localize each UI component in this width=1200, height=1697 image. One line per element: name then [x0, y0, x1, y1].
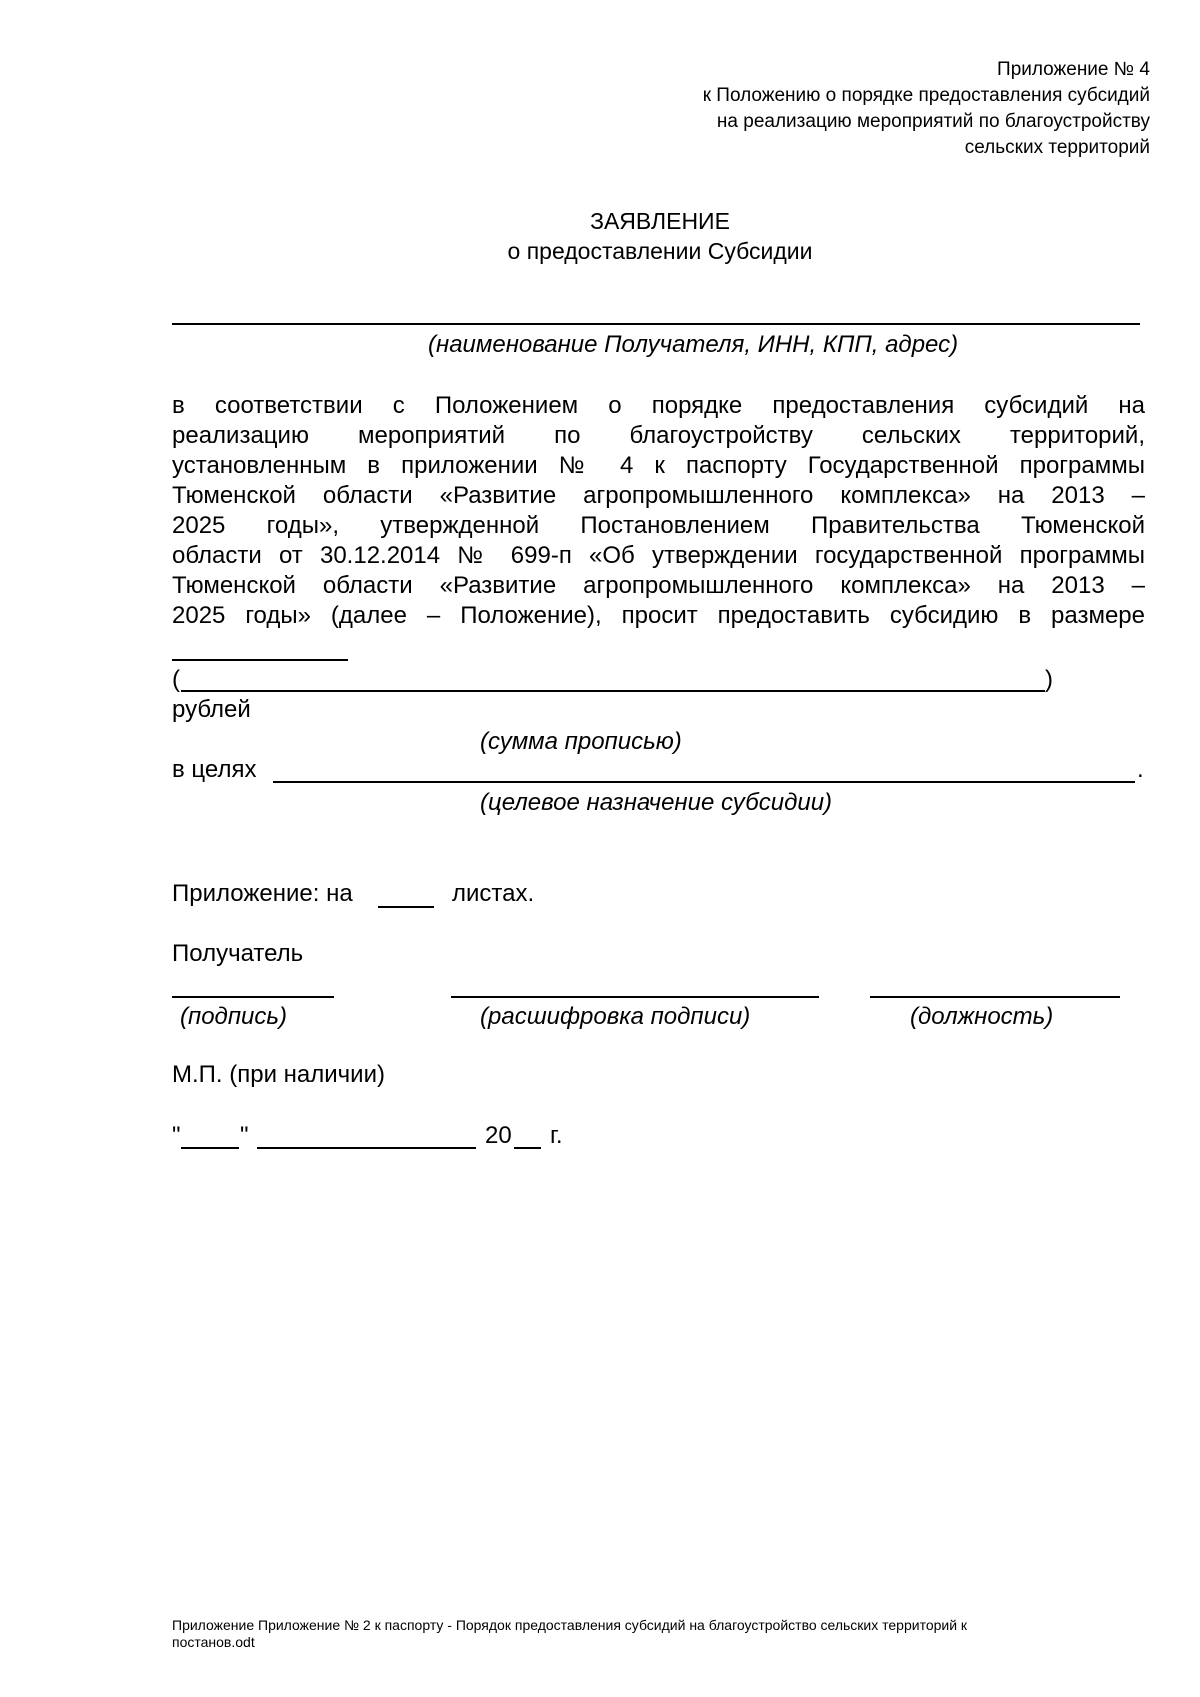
date-close-quote: ": [240, 1122, 249, 1149]
position-hint: (должность): [910, 1003, 1054, 1030]
purpose-blank[interactable]: [273, 781, 1135, 783]
paragraph-line: области от 30.12.2014 № 699-п «Об утверждении государственной программы: [172, 542, 1145, 569]
position-blank[interactable]: [870, 996, 1120, 998]
purpose-end-dot: .: [1137, 756, 1144, 783]
paragraph-line: в соответствии с Положением о порядке предоставления субсидий на: [172, 392, 1145, 419]
signature-decode-blank[interactable]: [451, 996, 819, 998]
date-day-blank[interactable]: [181, 1147, 239, 1149]
date-month-blank[interactable]: [257, 1147, 476, 1149]
paragraph-line: 2025 годы», утвержденной Постановлением Правительства Тюменской: [172, 512, 1145, 539]
recipient-hint: (наименование Получателя, ИНН, КПП, адрес): [428, 331, 959, 358]
attachment-sheets-blank[interactable]: [378, 906, 434, 908]
document-title: ЗАЯВЛЕНИЕ: [590, 208, 730, 234]
paragraph-line: реализацию мероприятий по благоустройству сельских территорий,: [172, 422, 1145, 449]
date-year-blank[interactable]: [514, 1147, 541, 1149]
document-subtitle: о предоставлении Субсидии: [507, 238, 813, 264]
date-year-prefix: 20: [485, 1122, 512, 1149]
footer-filename-line-2: постанов.odt: [172, 1634, 255, 1650]
paragraph-line: установленным в приложении № 4 к паспорту Государственной программы: [172, 452, 1145, 479]
paragraph-line: Тюменской области «Развитие агропромышленного комплекса» на 2013 –: [172, 482, 1145, 509]
date-year-suffix: г.: [550, 1122, 563, 1149]
currency-label: рублей: [172, 696, 251, 723]
stamp-label: М.П. (при наличии): [172, 1061, 385, 1088]
recipient-underline: [172, 323, 1140, 325]
paragraph-line: Тюменской области «Развитие агропромышленного комплекса» на 2013 –: [172, 572, 1145, 599]
date-open-quote: ": [172, 1122, 181, 1149]
appendix-ref-line-1: к Положению о порядке предоставления субсидий: [702, 85, 1150, 106]
footer-filename-line-1: Приложение Приложение № 2 к паспорту - Порядок предоставления субсидий на благоустройство сельских территорий к: [172, 1617, 968, 1633]
appendix-ref-line-2: на реализацию мероприятий по благоустройству: [716, 111, 1150, 132]
attachment-prefix: Приложение: на: [172, 880, 353, 907]
attachment-suffix: листах.: [452, 880, 535, 907]
purpose-label: в целях: [172, 756, 257, 783]
appendix-number: Приложение № 4: [997, 59, 1150, 80]
amount-close-paren: ): [1045, 666, 1053, 693]
recipient-label: Получатель: [172, 940, 304, 967]
amount-hint: (сумма прописью): [480, 728, 682, 755]
amount-open-paren: (: [172, 666, 180, 693]
paragraph-line: 2025 годы» (далее – Положение), просит предоставить субсидию в размере: [172, 602, 1145, 629]
signature-blank[interactable]: [172, 996, 334, 998]
amount-words-blank[interactable]: [181, 690, 1045, 692]
amount-number-blank[interactable]: [172, 659, 348, 661]
signature-decode-hint: (расшифровка подписи): [480, 1003, 751, 1030]
appendix-ref-line-3: сельских территорий: [964, 137, 1150, 158]
signature-hint: (подпись): [180, 1003, 287, 1030]
purpose-hint: (целевое назначение субсидии): [480, 789, 833, 816]
